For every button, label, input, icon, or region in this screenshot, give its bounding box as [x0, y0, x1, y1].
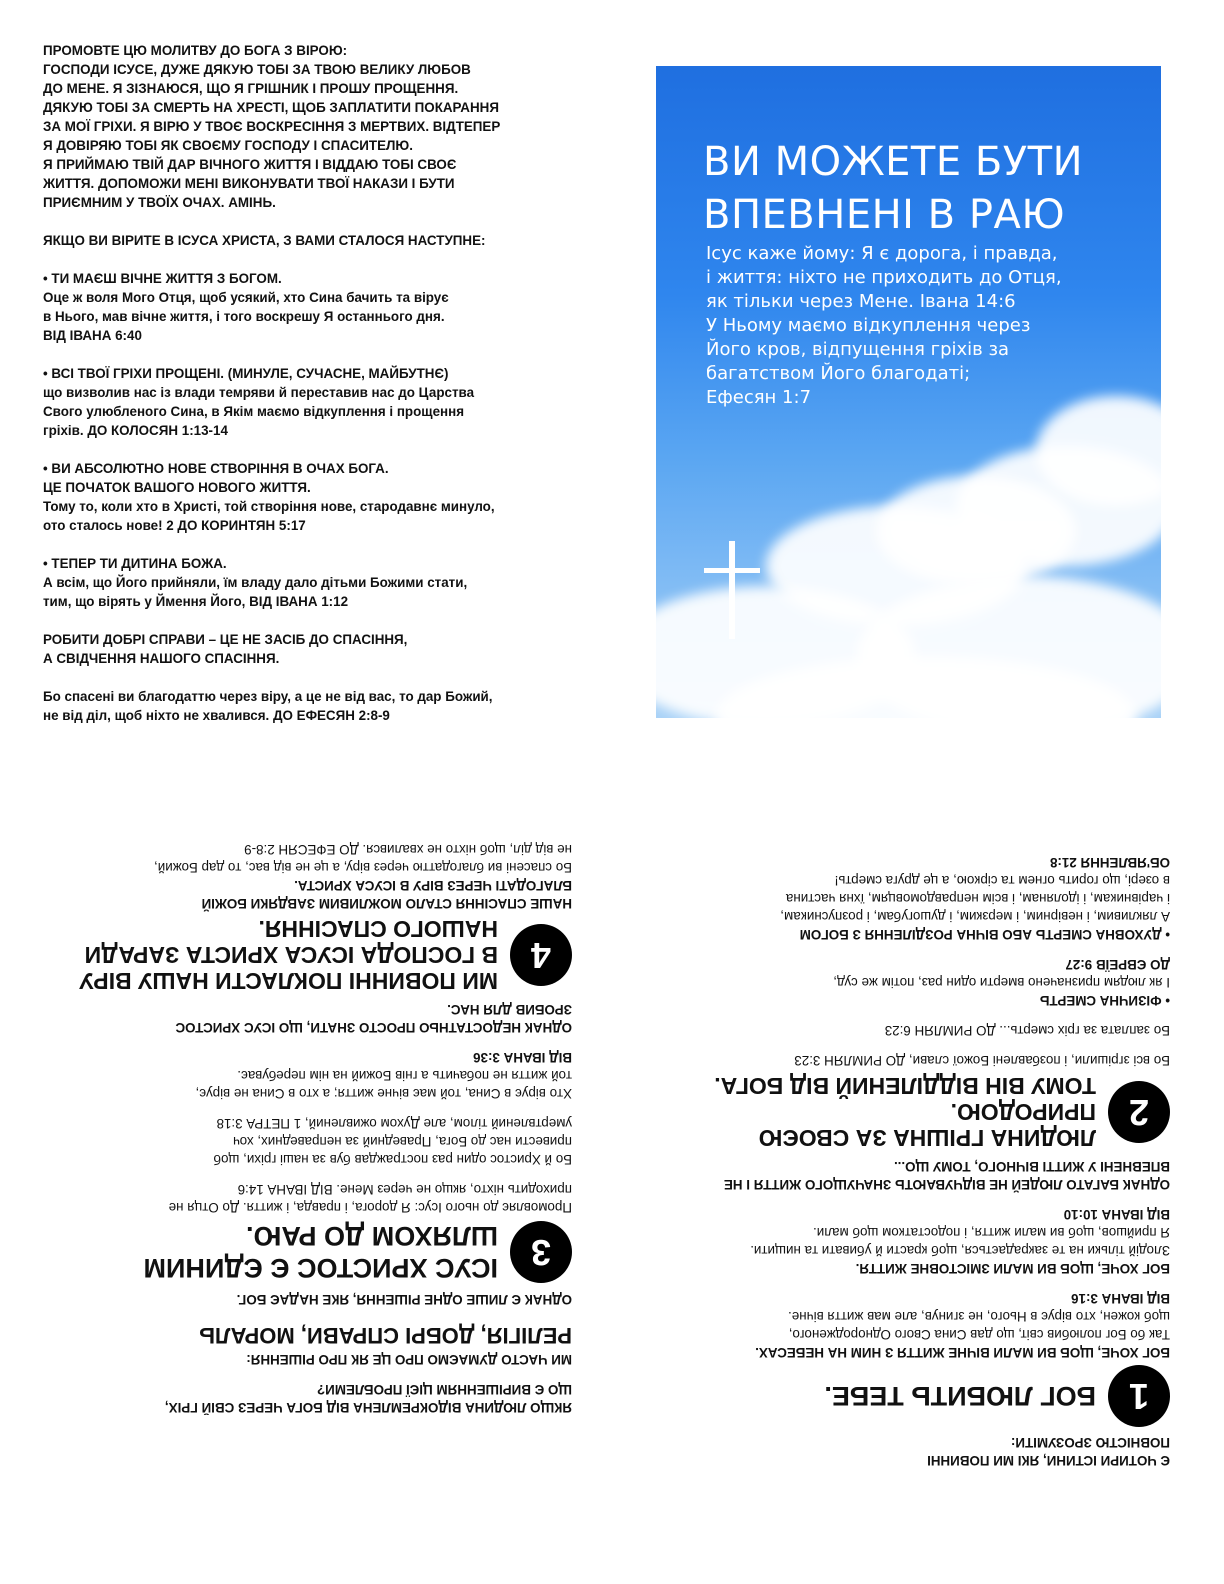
cover-verse-line: Ефесян 1:7 [706, 387, 812, 408]
body-line: щоб кожен, хто вірує в Нього, не згинув, але мав життя вічне. [788, 1309, 1170, 1324]
prayer-line: Я ДОВІРЯЮ ТОБІ ЯК СВОЄМУ ГОСПОДУ І СПАСИТЕЛЮ. [43, 138, 413, 153]
cover-verse-line: багатством Його благодаті; [706, 363, 971, 384]
step-3 [42, 1220, 572, 1284]
step-2 [640, 1073, 1170, 1151]
body-line: А лякливим, і невірним, і мерзким, і душогубам, і розпусникам, [780, 909, 1170, 924]
body-line: і чарівникам, і ідолянам, і всім неправдомовцям, їхня частина [785, 891, 1170, 906]
point-child-of-god [43, 554, 588, 611]
step-title-line: ЛЮДИНА ГРІШНА ЗА СВОЄЮ ПРИРОДОЮ. [758, 1099, 1096, 1151]
body-line: не від діл, щоб ніхто не хвалився. ДО ЕФЕСЯН 2:8-9 [244, 842, 572, 857]
prayer-paragraph [43, 41, 588, 212]
point-line: • ТЕПЕР ТИ ДИТИНА БОЖА. [43, 556, 227, 571]
body-line: НАШЕ СПАСІННЯ СТАЛО МОЖЛИВИМ ЗАВДЯКИ БОЖІЙ [201, 896, 572, 911]
step-title: БОГ ЛЮБИТЬ ТЕБЕ. [824, 1381, 1096, 1411]
works-line: РОБИТИ ДОБРІ СПРАВИ – ЦЕ НЕ ЗАСІБ ДО СПАСІННЯ, [43, 632, 408, 647]
good-works-note [43, 630, 588, 668]
body-line: Бо спасені ви благодаттю через віру, а це не від вас, то дар Божий, [154, 860, 572, 875]
point-line: • ТИ МАЄШ ВІЧНЕ ЖИТТЯ З БОГОМ. [43, 271, 282, 286]
only-solution-line: ОДНАК Є ЛИШЕ ОДНЕ РІШЕННЯ, ЯКЕ НАДАЄ БОГ. [236, 1292, 572, 1307]
step-title-line: В ГОСПОДА ІСУСА ХРИСТА ЗАРАДИ [84, 942, 498, 968]
step-title [79, 916, 498, 994]
prayer-line: ДО МЕНЕ. Я ЗІЗНАЮСЯ, ЩО Я ГРІШНИК І ПРОШУ ПРОЩЕННЯ. [43, 81, 459, 96]
body-line: Бо всі згрішили, і позбавлені Божої слави, ДО РИМЛЯН 3:23 [794, 1053, 1170, 1068]
step-4 [42, 916, 572, 994]
cover-title-line: ВИ МОЖЕТЕ БУТИ [703, 139, 1084, 185]
body-line: умертвлений тілом, але Духом оживлений, 1 ПЕТРА 3:18 [216, 1116, 572, 1131]
body-heading: БОГ ХОЧЕ, ЩОБ ВИ МАЛИ ЗМІСТОВНЕ ЖИТТЯ. [855, 1261, 1170, 1276]
religion-line: РЕЛІГІЯ, ДОБРІ СПРАВИ, МОРАЛЬ [199, 1323, 572, 1348]
cover-title-line: ВПЕВНЕНІ В РАЮ [703, 192, 1065, 238]
body-line: ОДНАК НЕДОСТАТНЬО ПРОСТО ЗНАТИ, ЩО ІСУС ХРИСТОС [175, 1020, 572, 1035]
works-line: А СВІДЧЕННЯ НАШОГО СПАСІННЯ. [43, 651, 280, 666]
body-line: ОДНАК БАГАТО ЛЮДЕЙ НЕ ВІДЧУВАЮТЬ ЗНАЧУЩОГО ЖИТТЯ І НЕ [723, 1177, 1170, 1192]
step-title-line: ТОМУ ВІН ВІДДІЛЕНИЙ ВІД БОГА. [714, 1073, 1096, 1099]
step-title [144, 1220, 498, 1284]
body-line: Бо заплата за гріх смерть... ДО РИМЛЯН 6:23 [884, 1023, 1170, 1038]
question-line: ЯКЩО ЛЮДИНА ВІДОКРЕМЛЕНА ВІД БОГА ЧЕРЕЗ СВІЙ ГРІХ, [164, 1400, 572, 1415]
question-line: ЩО Є ВИРІШЕННЯМ ЦІЄЇ ПРОБЛЕМИ? [316, 1382, 572, 1397]
cover-verse [706, 242, 1146, 410]
body-line: ВІД ІВАНА 3:36 [473, 1050, 572, 1065]
body-line: Бо й Христос один раз постраждав був за наші гріхи, щоб [213, 1152, 572, 1167]
step-title-line: МИ ПОВИННІ ПОКЛАСТИ НАШУ ВІРУ [79, 968, 498, 994]
cover-title [703, 136, 1153, 242]
body-line: Промовляє до нього Ісус: Я дорога, і правда, і життя. До Отця не [168, 1200, 572, 1215]
body-line: І як людям призначено вмерти один раз, потім же суд, [833, 975, 1170, 990]
cover-image [656, 66, 1161, 718]
point-line: Оце ж воля Мого Отця, щоб усякий, хто Сина бачить та вірує [43, 290, 449, 305]
body-line: ЗРОБИВ ДЛЯ НАС. [447, 1002, 572, 1017]
body-line: привести нас до Бога, Праведний за неправедних, хоч [232, 1134, 572, 1149]
body-line: • ФІЗИЧНА СМЕРТЬ [1039, 993, 1170, 1008]
step-title-line: ІСУС ХРИСТОС Є ЄДИНИМ [143, 1253, 498, 1283]
step-number-badge: 4 [510, 924, 572, 986]
prayer-line: ЗА МОЇ ГРІХИ. Я ВІРЮ У ТВОЄ ВОСКРЕСІННЯ З МЕРТВИХ. ВІДТЕПЕР [43, 119, 501, 134]
body-line: БЛАГОДАТІ ЧЕРЕЗ ВІРУ В ІСУСА ХРИСТА. [294, 878, 572, 893]
body-line: той життя не побачить а гнів Божий на нім перебуває. [237, 1068, 572, 1083]
step-number-badge: 2 [1108, 1081, 1170, 1143]
body-heading: БОГ ХОЧЕ, ЩОБ ВИ МАЛИ ВІЧНЕ ЖИТТЯ З НИМ НА НЕБЕСАХ. [755, 1345, 1170, 1360]
cover-verse-line: і життя: ніхто не приходить до Отця, [706, 267, 1062, 288]
body-line: ВІД ІВАНА 10:10 [1063, 1207, 1170, 1222]
cross-icon [704, 541, 760, 639]
body-line: приходить ніхто, якщо не через Мене. ВІД ІВАНА 14:6 [237, 1182, 572, 1197]
cover-verse-line: Його кров, відпущення гріхів за [706, 339, 1010, 360]
point-eternal-life [43, 269, 588, 345]
prayer-line: ПРИЄМНИМ У ТВОЇХ ОЧАХ. АМІНЬ. [43, 195, 276, 210]
point-line: А всім, що Його прийняли, їм владу дало дітьми Божими стати, [43, 575, 468, 590]
point-line: ото сталось нове! 2 ДО КОРИНТЯН 5:17 [43, 518, 306, 533]
body-line: Так бо Бог полюбив світ, що дав Сина Свого Однородженого, [788, 1327, 1170, 1342]
intro-line: Є ЧОТИРИ ІСТИНИ, ЯКІ МИ ПОВИННІ [927, 1453, 1170, 1468]
grace-line: не від діл, щоб ніхто не хвалився. ДО ЕФЕСЯН 2:8-9 [43, 708, 390, 723]
body-line: Я прийшов, щоб ви мали життя, і подостатком щоб мали. [813, 1225, 1170, 1240]
body-line: Хто вірує в Сина, той має вічне життя; а хто в Сина не вірує, [195, 1086, 572, 1101]
body-line: ДО ЄВРЕЇВ 9:27 [1065, 957, 1170, 972]
cover-verse-line: Ісус каже йому: Я є дорога, і правда, [706, 243, 1058, 264]
step-title-line: ШЛЯХОМ ДО РАЮ. [245, 1221, 498, 1251]
panel-four-truths [640, 853, 1170, 1469]
step-number-badge: 3 [510, 1221, 572, 1283]
prayer-line: ЖИТТЯ. ДОПОМОЖИ МЕНІ ВИКОНУВАТИ ТВОЇ НАКАЗИ І БУТИ [43, 176, 455, 191]
point-line: ЦЕ ПОЧАТОК ВАШОГО НОВОГО ЖИТТЯ. [43, 480, 311, 495]
prayer-line: ГОСПОДИ ІСУСЕ, ДУЖЕ ДЯКУЮ ТОБІ ЗА ТВОЮ ВЕЛИКУ ЛЮБОВ [43, 62, 471, 77]
point-line: в Нього, мав вічне життя, і того воскрешу Я останнього дня. [43, 309, 445, 324]
cover-verse-line: як тільки через Мене. Івана 14:6 [706, 291, 1016, 312]
point-line: що визволив нас із влади темряви й переставив нас до Царства [43, 385, 475, 400]
point-line: • ВСІ ТВОЇ ГРІХИ ПРОЩЕНІ. (МИНУЛЕ, СУЧАСНЕ, МАЙБУТНЄ) [43, 366, 449, 381]
body-line: в озері, що горить огнем та сіркою, а це друга смерть! [834, 873, 1170, 888]
prayer-line: Я ПРИЙМАЮ ТВІЙ ДАР ВІЧНОГО ЖИТТЯ І ВІДДАЮ ТОБІ СВОЄ [43, 157, 457, 172]
grace-verse [43, 687, 588, 725]
point-line: тим, що вірять у Ймення Його, ВІД ІВАНА 1:12 [43, 594, 349, 609]
step-title [640, 1073, 1096, 1151]
body-line: • ДУХОВНА СМЕРТЬ АБО ВІЧНА РОЗДІЛЕННЯ З БОГОМ [799, 927, 1170, 942]
body-line: ВПЕВНЕНІ У ЖИТТІ ВІЧНОГО, ТОМУ ЩО... [893, 1159, 1170, 1174]
think-line: МИ ЧАСТО ДУМАЄМО ПРО ЦЕ ЯК ПРО РІШЕННЯ: [246, 1352, 572, 1367]
point-line: • ВИ АБСОЛЮТНО НОВЕ СТВОРІННЯ В ОЧАХ БОГА. [43, 461, 389, 476]
body-line: ОБ'ЯВЛЕННЯ 21:8 [1050, 855, 1170, 870]
believe-heading: ЯКЩО ВИ ВІРИТЕ В ІСУСА ХРИСТА, З ВАМИ СТАЛОСЯ НАСТУПНЕ: [43, 233, 486, 248]
intro-line: ПОВНІСТЮ ЗРОЗУМІТИ: [1010, 1435, 1170, 1450]
step-title-line: НАШОГО СПАСІННЯ. [258, 916, 498, 942]
cloud [876, 476, 1076, 586]
panel-solution [42, 840, 572, 1416]
step-number-badge: 1 [1108, 1365, 1170, 1427]
step-1 [640, 1365, 1170, 1427]
body-line: Злодій тільки на те закрадається, щоб красти й убивати та нищити. [750, 1243, 1170, 1258]
point-new-creation [43, 459, 588, 535]
point-line: гріхів. ДО КОЛОСЯН 1:13-14 [43, 423, 228, 438]
prayer-panel [43, 41, 588, 744]
prayer-line: ДЯКУЮ ТОБІ ЗА СМЕРТЬ НА ХРЕСТІ, ЩОБ ЗАПЛАТИТИ ПОКАРАННЯ [43, 100, 499, 115]
point-line: ВІД ІВАНА 6:40 [43, 328, 142, 343]
point-line: Тому то, коли хто в Христі, той створіння нове, стародавнє минуло, [43, 499, 495, 514]
point-forgiven [43, 364, 588, 440]
point-line: Свого улюбленого Сина, в Якім маємо відкуплення і прощення [43, 404, 465, 419]
body-line: ВІД ІВАНА 3:16 [1071, 1291, 1170, 1306]
grace-line: Бо спасені ви благодаттю через віру, а це не від вас, то дар Божий, [43, 689, 493, 704]
cover-verse-line: У Ньому маємо відкуплення через [706, 315, 1031, 336]
prayer-line: ПРОМОВТЕ ЦЮ МОЛИТВУ ДО БОГА З ВІРОЮ: [43, 43, 348, 58]
